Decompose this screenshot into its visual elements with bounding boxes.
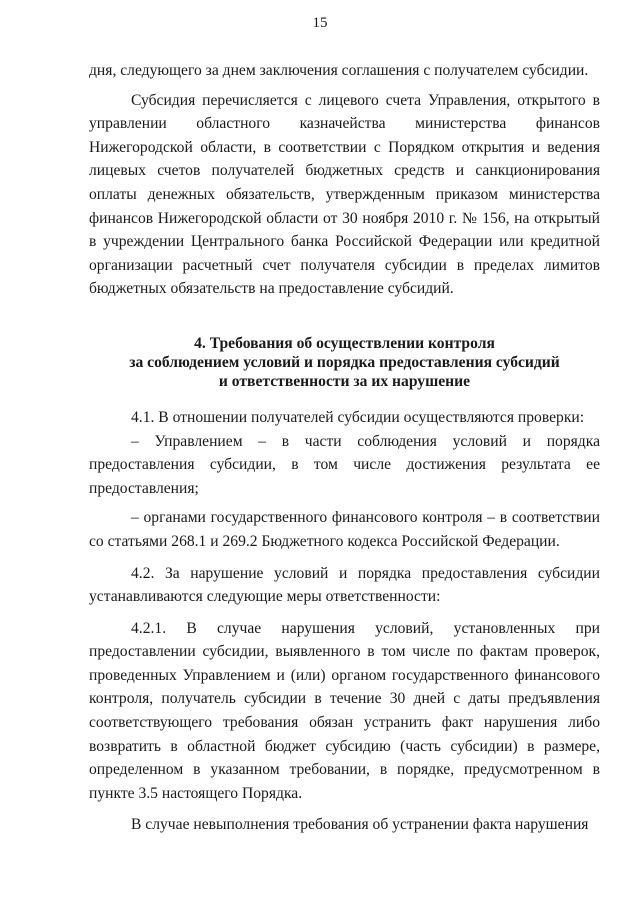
page-content [89,59,600,837]
paragraph-4-2: 4.2. За нарушение условий и порядка предоставления субсидии устанавливаются следующие меры ответственности: [89,564,600,606]
paragraph-subsidy-transfer: Субсидия перечисляется с лицевого счета Управления, открытого в управлении областного казначейства министерства финансов Нижегородской области, в соответствии с Порядком открытия и ведения лицевых счетов получателей бюджетных средств и санкционирования оплаты денежных обязательств, утвержденным приказом министерства финансов Нижегородской области от 30 ноября 2010 г. № 156, на открытый в учреждении Центрального банка Российской Федерации или кредитной организации расчетный счет получателя субсидии в пределах лимитов бюджетных обязательств на предоставление субсидий. [89,91,600,298]
paragraph-control-by-state-bodies: – органами государственного финансового контроля – в соответствии со статьями 268.1 и 269.2 Бюджетного кодекса Российской Федерации. [89,509,600,550]
paragraph-continuation: дня, следующего за днем заключения соглашения с получателем субсидии. [89,62,589,79]
section-heading-line-2: за соблюдением условий и порядка предоставления субсидий [129,353,560,371]
section-heading [89,334,600,391]
paragraph-4-2-1: 4.2.1. В случае нарушения условий, установленных при предоставлении субсидии, выявленного в том числе по фактам проверок, проведенных Управлением и (или) органом государственного финансового контроля, получатель субсидии в течение 30 дней с даты предъявления соответствующего требования обязан устранить факт нарушения либо возвратить в областной бюджет субсидию (часть субсидии) в размере, определенном в указанном требовании, в порядке, предусмотренном в пункте 3.5 настоящего Порядка. [89,619,600,802]
section-heading-line-3: и ответственности за их нарушение [218,372,471,390]
paragraph-non-compliance: В случае невыполнения требования об устранении факта нарушения [131,816,589,834]
paragraph-4-1: 4.1. В отношении получателей субсидии осуществляются проверки: [131,408,585,426]
page-number: 15 [312,15,328,31]
paragraph-control-by-department: – Управлением – в части соблюдения условий и порядка предоставления субсидии, в том числе достижения результата ее предоставления; [89,432,600,497]
section-heading-line-1: 4. Требования об осуществлении контроля [194,334,495,352]
